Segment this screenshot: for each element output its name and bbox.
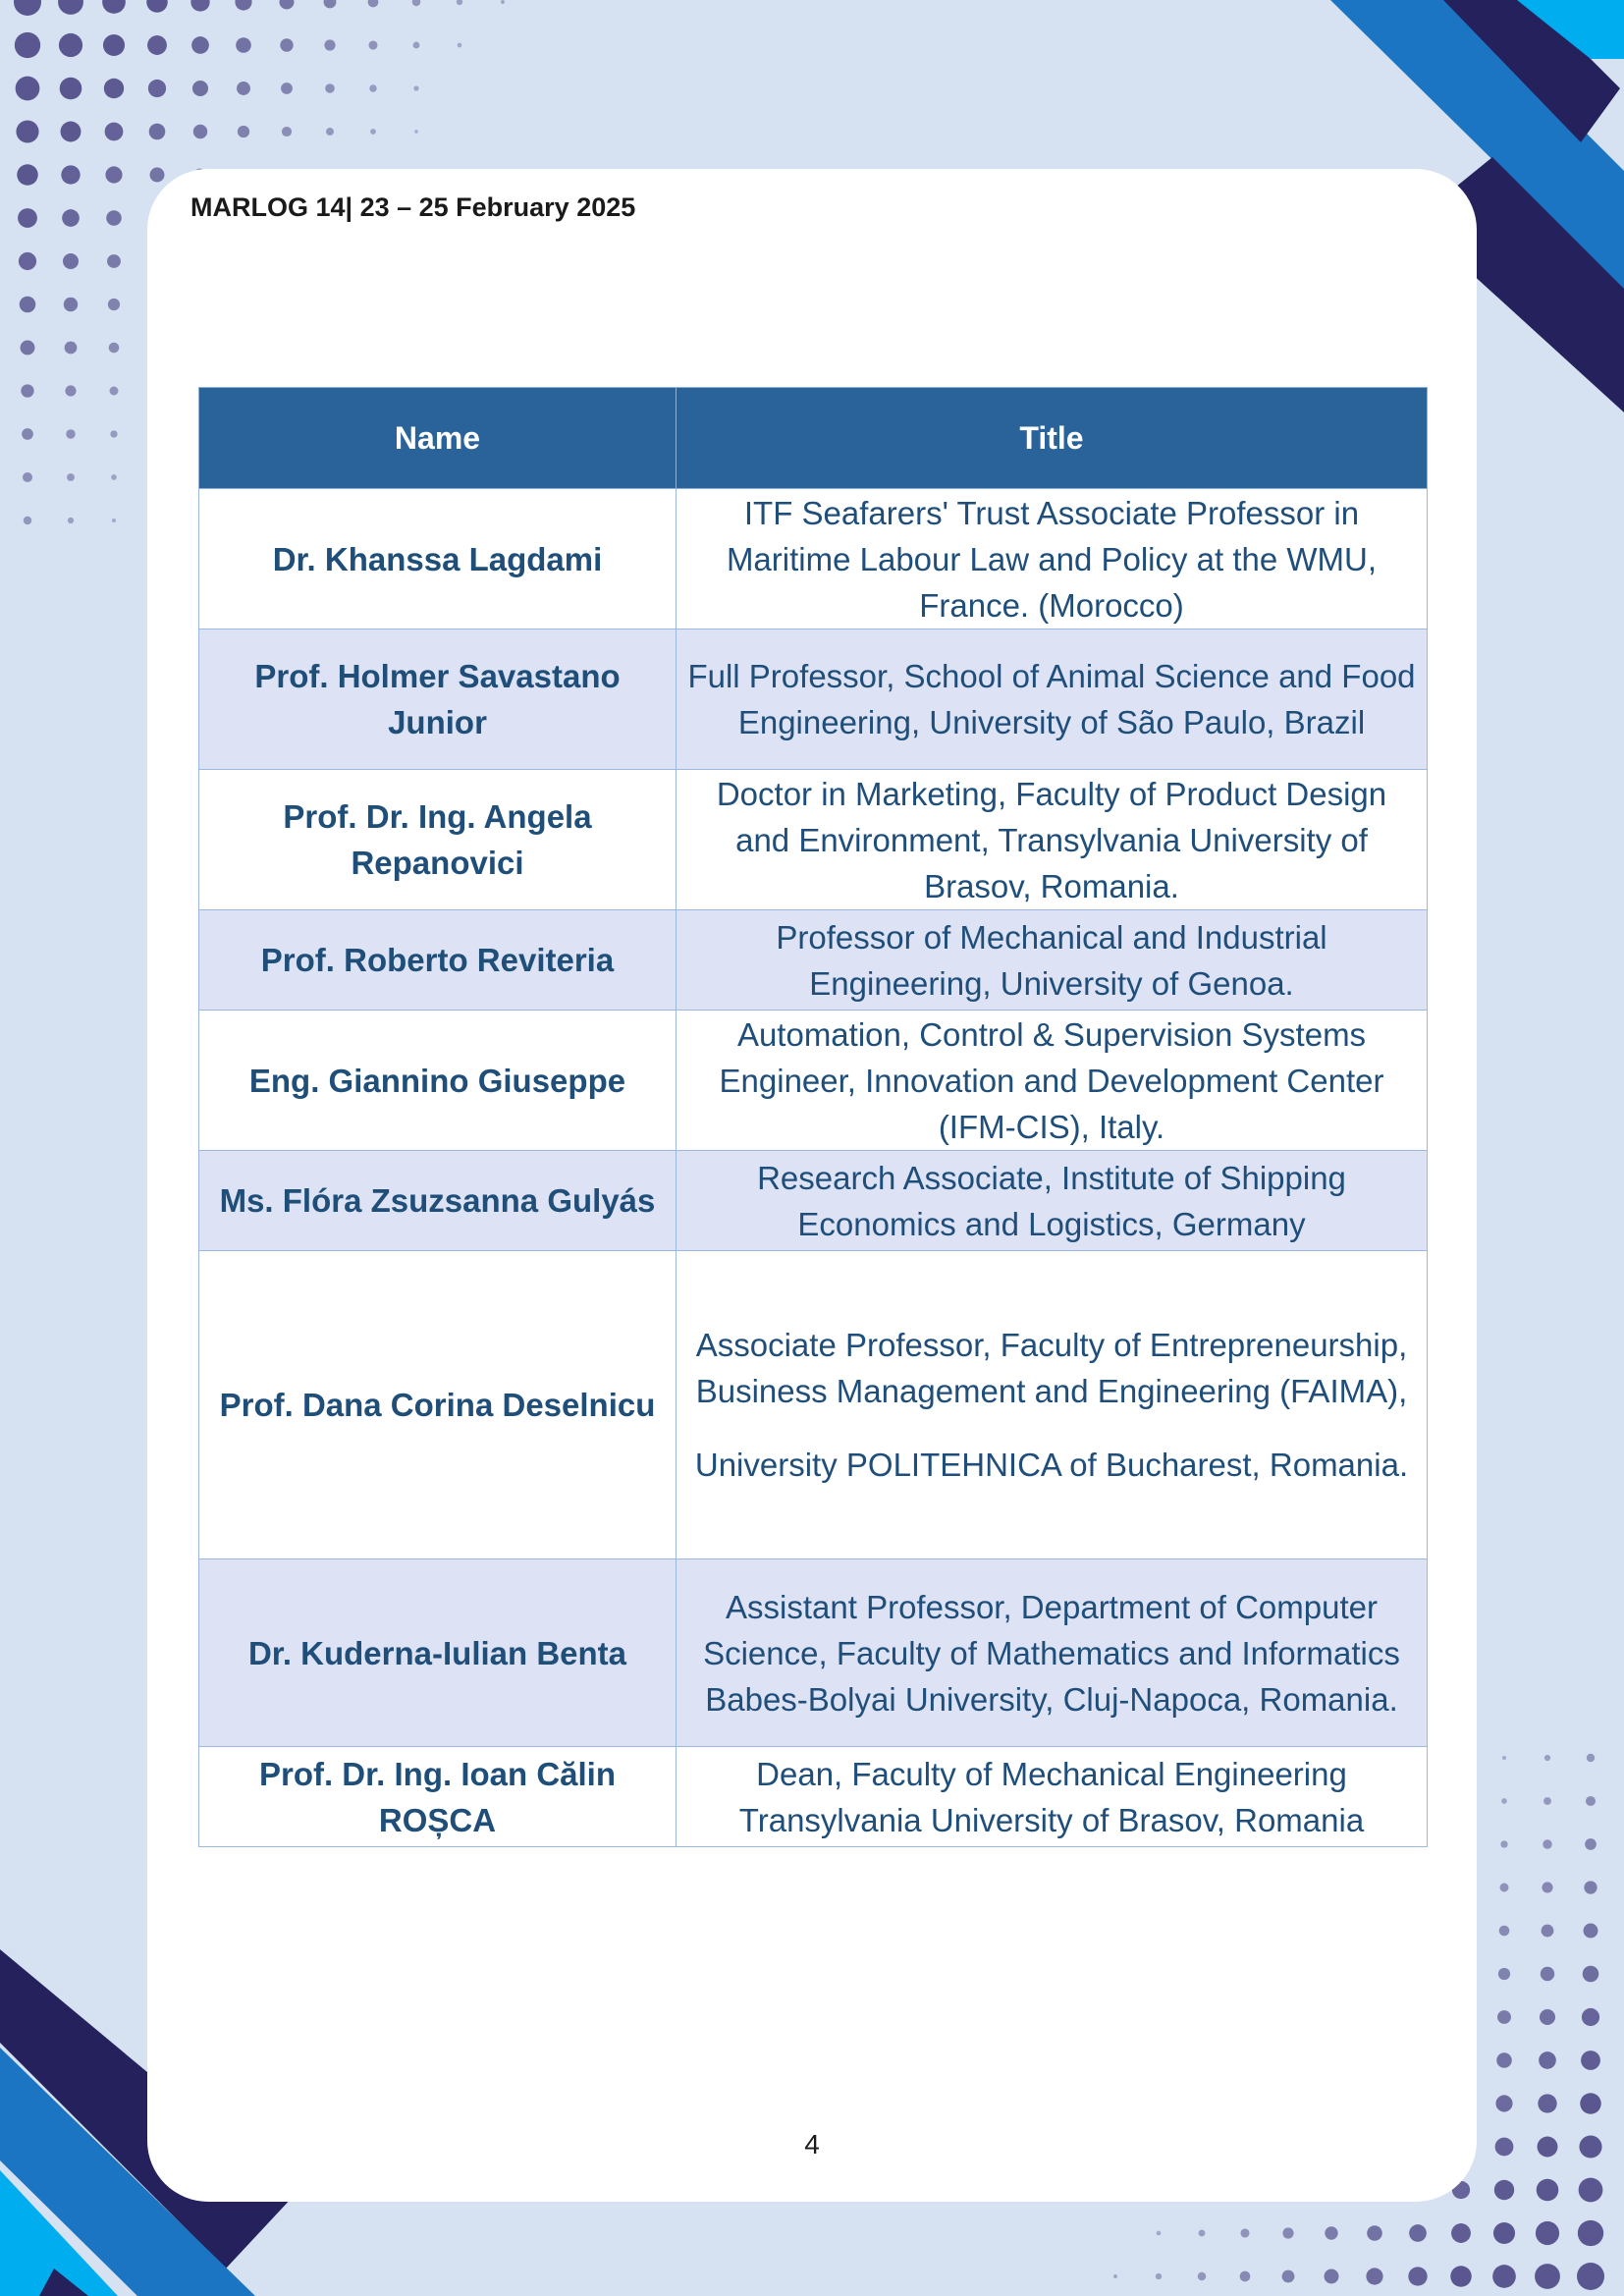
- decor-dot: [1538, 2094, 1556, 2112]
- table-row: [199, 1011, 1428, 1151]
- decor-dot: [280, 38, 293, 51]
- speaker-title: [677, 1251, 1428, 1559]
- speaker-name: Prof. Roberto Reviteria: [199, 910, 677, 1011]
- column-header-title: Title: [677, 388, 1428, 489]
- decor-dot: [103, 34, 125, 56]
- decor-dot: [1366, 2268, 1382, 2284]
- decor-dot: [108, 299, 120, 310]
- decor-dot: [112, 519, 116, 522]
- speaker-title: ITF Seafarers' Trust Associate Professor in Maritime Labour Law and Policy at the WMU, France. (Morocco): [677, 489, 1428, 629]
- decor-dot: [1495, 2095, 1512, 2111]
- decor-dot: [413, 42, 420, 49]
- decor-dot: [325, 83, 335, 93]
- decor-dot: [104, 79, 124, 98]
- decor-dot: [501, 0, 505, 4]
- decor-dot: [65, 342, 78, 355]
- decor-dot: [1498, 1968, 1510, 1980]
- decor-dot: [1367, 2225, 1382, 2241]
- decor-dot: [16, 77, 40, 101]
- decor-dot: [238, 126, 249, 137]
- decor-dot: [368, 0, 379, 7]
- decor-dot: [1157, 2231, 1162, 2236]
- decor-dot: [58, 0, 83, 15]
- decor-dot: [324, 39, 335, 50]
- speaker-name: Prof. Dr. Ing. Angela Repanovici: [199, 770, 677, 910]
- decor-dot: [1499, 1926, 1510, 1937]
- table-row: [199, 770, 1428, 910]
- decor-dot: [21, 341, 35, 355]
- decor-dot: [1579, 2178, 1603, 2203]
- decor-dot: [60, 78, 82, 100]
- decor-dot: [1583, 1966, 1599, 1983]
- decor-dot: [1282, 2227, 1293, 2238]
- decor-dot: [1502, 1756, 1506, 1760]
- decor-dot: [413, 85, 418, 90]
- decor-dot: [1450, 2266, 1472, 2287]
- decor-dot: [1501, 1798, 1507, 1804]
- decor-dot: [107, 254, 121, 268]
- decor-dot: [102, 0, 126, 14]
- decor-dot: [14, 0, 41, 16]
- decor-dot: [1584, 1881, 1597, 1893]
- speaker-title: Automation, Control & Supervision Systems Engineer, Innovation and Development Center (IFM-CIS), Italy.: [677, 1011, 1428, 1151]
- decor-dot: [192, 81, 208, 96]
- decor-dot: [190, 0, 209, 12]
- decor-dot: [458, 43, 462, 48]
- decor-dot: [370, 129, 376, 135]
- decor-dot: [63, 253, 79, 269]
- decor-dot: [368, 40, 377, 49]
- decor-dot: [1325, 2226, 1337, 2239]
- table-row: [199, 1747, 1428, 1847]
- decor-dot: [18, 208, 37, 228]
- decor-dot: [1542, 1882, 1552, 1892]
- decor-dot: [150, 168, 165, 183]
- decor-dot: [67, 473, 75, 481]
- decor-dot: [1541, 1967, 1554, 1981]
- table-row: [199, 489, 1428, 629]
- decor-dot: [1496, 2052, 1512, 2068]
- decor-dot: [66, 429, 76, 439]
- decor-dot: [61, 165, 80, 184]
- decor-dot: [1581, 2050, 1600, 2070]
- title-line: University POLITEHNICA of Bucharest, Romania.: [694, 1447, 1409, 1483]
- speakers-table: [198, 387, 1427, 1847]
- decor-dot: [235, 0, 251, 11]
- table-row: [199, 1251, 1428, 1559]
- decor-dot: [1198, 2272, 1207, 2281]
- decor-dot: [1500, 1884, 1509, 1892]
- paragraph-gap: [686, 1414, 1417, 1442]
- decor-dot: [326, 128, 334, 136]
- decor-dot: [109, 343, 120, 354]
- decor-dot: [1537, 2179, 1559, 2202]
- decor-dot: [62, 209, 80, 227]
- decor-dot: [1240, 2228, 1249, 2237]
- decor-dot: [16, 120, 38, 142]
- decor-dot: [61, 122, 81, 142]
- decor-dot: [105, 123, 124, 141]
- decor-dot: [281, 82, 293, 94]
- table-row: [199, 629, 1428, 770]
- speaker-title: Doctor in Marketing, Faculty of Product Design and Environment, Transylvania University of Brasov, Romania.: [677, 770, 1428, 910]
- decor-dot: [1451, 2223, 1471, 2243]
- speaker-title: Assistant Professor, Department of Computer Science, Faculty of Mathematics and Informatics Babes-Bolyai University, Cluj-Napoca, Romania.: [677, 1559, 1428, 1747]
- decor-dot: [22, 428, 33, 440]
- table-row: [199, 910, 1428, 1011]
- decor-dot: [146, 0, 168, 13]
- title-line: Business Management and Engineering (FAIMA),: [695, 1373, 1408, 1409]
- decor-dot: [1586, 1796, 1596, 1806]
- title-line: Associate Professor, Faculty of Entrepreneurship,: [695, 1327, 1408, 1363]
- decor-dot: [110, 387, 119, 396]
- decor-dot: [324, 0, 337, 8]
- decor-dot: [1500, 1840, 1507, 1847]
- speaker-title: Research Associate, Institute of Shipping Economics and Logistics, Germany: [677, 1151, 1428, 1251]
- decor-dot: [148, 80, 166, 97]
- decor-dot: [24, 517, 31, 524]
- decor-dot: [236, 37, 251, 53]
- speaker-name: Prof. Holmer Savastano Junior: [199, 629, 677, 770]
- decor-dot: [106, 210, 122, 226]
- speaker-title: Professor of Mechanical and Industrial Engineering, University of Genoa.: [677, 910, 1428, 1011]
- decor-dot: [65, 385, 76, 396]
- decor-dot: [111, 474, 117, 480]
- page-number: 4: [804, 2129, 820, 2159]
- decor-dot: [110, 430, 117, 437]
- decor-dot: [282, 127, 292, 137]
- decor-dot: [1542, 1925, 1554, 1938]
- decor-dot: [147, 35, 167, 55]
- decor-dot: [1536, 2221, 1559, 2245]
- table-row: [199, 1151, 1428, 1251]
- decor-dot: [64, 298, 78, 311]
- speaker-name: Dr. Khanssa Lagdami: [199, 489, 677, 629]
- decor-dot: [1543, 1839, 1552, 1849]
- decor-dot: [20, 297, 36, 313]
- decor-dot: [1535, 2264, 1560, 2289]
- decor-dot: [15, 32, 40, 58]
- table-header-row: [199, 388, 1428, 489]
- decor-dot: [1240, 2271, 1251, 2282]
- decor-dot: [1282, 2270, 1295, 2283]
- decor-dot: [1408, 2267, 1427, 2285]
- decor-dot: [193, 125, 207, 138]
- speaker-name: Eng. Giannino Giuseppe: [199, 1011, 677, 1151]
- speaker-name: Dr. Kuderna-Iulian Benta: [199, 1559, 677, 1747]
- decor-dot: [1580, 2093, 1600, 2113]
- decor-dot: [1492, 2265, 1516, 2288]
- decor-dot: [17, 164, 37, 185]
- decor-dot: [1585, 1838, 1597, 1850]
- decor-dot: [1544, 1755, 1550, 1761]
- decor-dot: [279, 0, 294, 10]
- speaker-name: Prof. Dana Corina Deselnicu: [199, 1251, 677, 1559]
- decor-dot: [1543, 1797, 1551, 1805]
- decor-dot: [1409, 2224, 1427, 2242]
- decor-dot: [1540, 2009, 1555, 2025]
- speaker-title: Dean, Faculty of Mechanical Engineering Transylvania University of Brasov, Romania: [677, 1747, 1428, 1847]
- decor-dot: [412, 0, 421, 6]
- decor-dot: [1582, 2008, 1599, 2026]
- decor-dot: [414, 130, 418, 134]
- decor-dot: [21, 384, 33, 397]
- decor-dot: [1199, 2230, 1206, 2237]
- decor-dot: [1539, 2051, 1556, 2069]
- decor-dot: [1494, 2180, 1514, 2200]
- decor-dot: [1113, 2274, 1117, 2278]
- decor-dot: [1577, 2263, 1604, 2290]
- running-header: MARLOG 14| 23 – 25 February 2025: [190, 192, 636, 222]
- speaker-title: Full Professor, School of Animal Science and Food Engineering, University of São Paulo, Brazil: [677, 629, 1428, 770]
- table-row: [199, 1559, 1428, 1747]
- decor-dot: [1587, 1754, 1595, 1762]
- decor-dot: [457, 0, 462, 5]
- decor-dot: [105, 166, 122, 183]
- decor-dot: [369, 84, 376, 91]
- speaker-name: Ms. Flóra Zsuzsanna Gulyás: [199, 1151, 677, 1251]
- decor-dot: [149, 124, 166, 140]
- decor-dot: [1156, 2273, 1162, 2279]
- decor-dot: [1324, 2269, 1338, 2283]
- decor-dot: [1584, 1924, 1598, 1939]
- column-header-name: Name: [199, 388, 677, 489]
- decor-dot: [19, 252, 36, 270]
- decor-dot: [59, 33, 82, 57]
- decor-dot: [1578, 2220, 1603, 2246]
- decor-dot: [1493, 2222, 1515, 2244]
- decor-dot: [68, 518, 74, 523]
- decor-dot: [1497, 2010, 1511, 2024]
- decor-dot: [237, 82, 250, 95]
- decor-dot: [23, 472, 32, 482]
- speaker-name: Prof. Dr. Ing. Ioan Călin ROȘCA: [199, 1747, 677, 1847]
- decor-dot: [191, 36, 209, 54]
